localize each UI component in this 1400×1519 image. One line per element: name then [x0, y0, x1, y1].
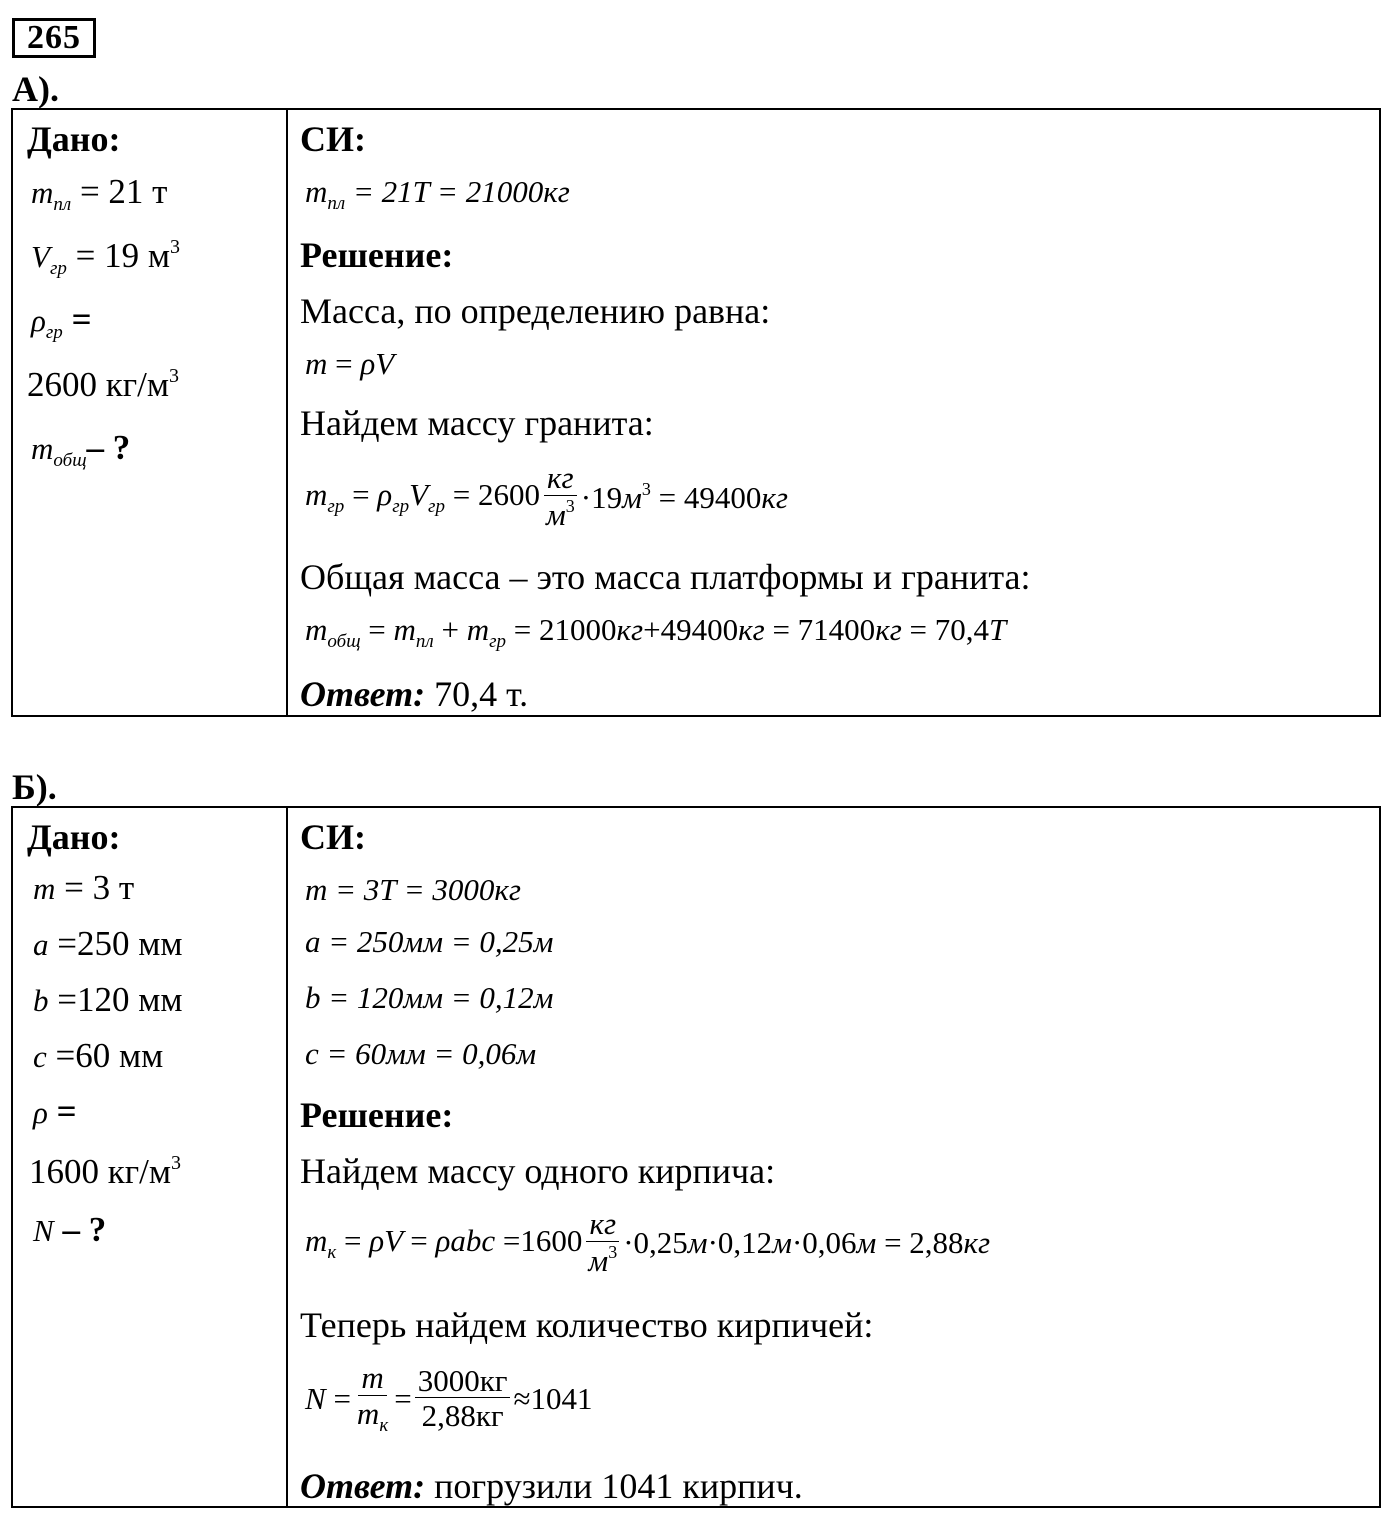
given-rho-granite-number-text: 2600 кг/м: [27, 365, 169, 404]
si-m-platform-value: = 21T = 21000кг: [352, 174, 570, 209]
given-b: b =120 мм: [33, 980, 183, 1019]
given-unknown-mark: – ?: [62, 1210, 107, 1249]
si-m-platform: $m_{пл} = 21T = 21000кг$: [305, 174, 570, 214]
brick-formula: $m_к = \rho V = \rho abc =1600$ $\frac{кг}{м^3}$ ·0,25м·0,12м·0,06м = 2,88кг: [305, 1206, 991, 1278]
granite-fraction: $\frac{кг}{м^3}$: [545, 460, 575, 532]
count-fraction-right-den: 2,88кг: [421, 1398, 504, 1434]
solution-title: Решение:: [300, 1095, 454, 1135]
given-m-platform: $m_{пл} = 21$ т: [31, 172, 168, 215]
problem-number: 265: [12, 18, 96, 58]
given-m: m = 3 т: [33, 868, 135, 907]
given-m-value: = 3 т: [64, 868, 135, 907]
given-unknown: $m_{общ}-$ ?: [31, 428, 131, 471]
si-a-value: = 250мм = 0,25м: [328, 924, 554, 959]
given-title: Дано:: [27, 817, 121, 857]
given-v-granite: $V_{гр} = 19$ $м^3$: [31, 236, 180, 279]
part-b-table: [11, 806, 1381, 1508]
granite-formula: $m_{гр} = \rho_{гр}V_{гр} = 2600$ $\frac{кг}{м^3}$ $\cdot 19м^3 = 49400кг$: [305, 460, 788, 532]
si-m-value: = 3T = 3000кг: [335, 872, 522, 907]
count-text: Теперь найдем количество кирпичей:: [300, 1305, 874, 1345]
given-rho-number-text: 1600 кг/м: [29, 1152, 171, 1191]
given-rho-eq: =: [56, 1092, 77, 1131]
solution-title: Решение:: [300, 235, 454, 275]
answer-a: [300, 673, 528, 715]
part-a-label: А).: [12, 69, 59, 109]
si-c-value: = 60мм = 0,06м: [326, 1036, 537, 1071]
given-unknown-mark: – ?: [86, 428, 131, 467]
given-rho-granite-eq: =: [71, 300, 92, 339]
given-rho: ρ =: [33, 1092, 77, 1131]
total-formula: $m_{общ} = m_{пл} + m_{гр} = 21000кг+49400кг = 71400кг = 70,4T$: [305, 612, 1007, 652]
count-fraction-left: $\frac{m}{m_к}$: [356, 1360, 389, 1436]
given-m-platform-value: = 21 т: [79, 172, 168, 211]
given-a: a =250 мм: [33, 924, 183, 963]
part-a-table: [11, 108, 1381, 717]
brick-fraction: $\frac{кг}{м^3}$: [588, 1206, 618, 1278]
column-divider: [286, 808, 288, 1506]
part-b-label: Б).: [12, 767, 57, 807]
granite-fraction-num: кг: [544, 462, 577, 496]
answer-a-label: Ответ:: [300, 674, 426, 714]
given-b-value: =120 мм: [57, 980, 183, 1019]
column-divider: [286, 110, 288, 715]
si-m: m = 3T = 3000кг: [305, 872, 522, 907]
brick-text: Найдем массу одного кирпича:: [300, 1151, 776, 1191]
given-v-granite-value: = 19 м: [75, 236, 170, 275]
given-c: c =60 мм: [33, 1036, 164, 1075]
given-rho-granite-number: 2600 $кг/м^3$: [27, 365, 179, 404]
given-a-value: =250 мм: [57, 924, 183, 963]
si-a: a = 250мм = 0,25м: [305, 924, 554, 959]
si-c: c = 60мм = 0,06м: [305, 1036, 537, 1071]
count-fraction-right-num: 3000кг: [415, 1365, 511, 1399]
count-result: ≈1041: [513, 1381, 593, 1417]
answer-a-value: 70,4 т.: [425, 674, 529, 714]
count-fraction-right: [415, 1362, 511, 1434]
mass-definition-text: Масса, по определению равна:: [300, 291, 771, 331]
given-rho-granite: $\rho_{гр}$ =: [31, 300, 92, 343]
answer-b-label: Ответ:: [300, 1466, 426, 1506]
si-title: СИ:: [300, 817, 366, 857]
si-b: b = 120мм = 0,12м: [305, 980, 554, 1015]
given-title: Дано:: [27, 119, 121, 159]
si-b-value: = 120мм = 0,12м: [328, 980, 554, 1015]
answer-b: [300, 1465, 803, 1507]
given-c-value: =60 мм: [55, 1036, 164, 1075]
granite-fraction-den: м: [545, 496, 566, 532]
given-rho-number: 1600 $кг/м^3$: [29, 1152, 181, 1191]
granite-text: Найдем массу гранита:: [300, 403, 654, 443]
count-formula: N = $\frac{m}{m_к}$ = $\frac{3000кг}{2,88кг}$ ≈1041: [305, 1360, 593, 1436]
mass-formula: m = ρV: [305, 346, 395, 381]
total-text: Общая масса – это масса платформы и гранита:: [300, 557, 1031, 597]
answer-b-value: погрузили 1041 кирпич.: [425, 1466, 803, 1506]
given-unknown: N – ?: [33, 1210, 107, 1249]
si-title: СИ:: [300, 119, 366, 159]
